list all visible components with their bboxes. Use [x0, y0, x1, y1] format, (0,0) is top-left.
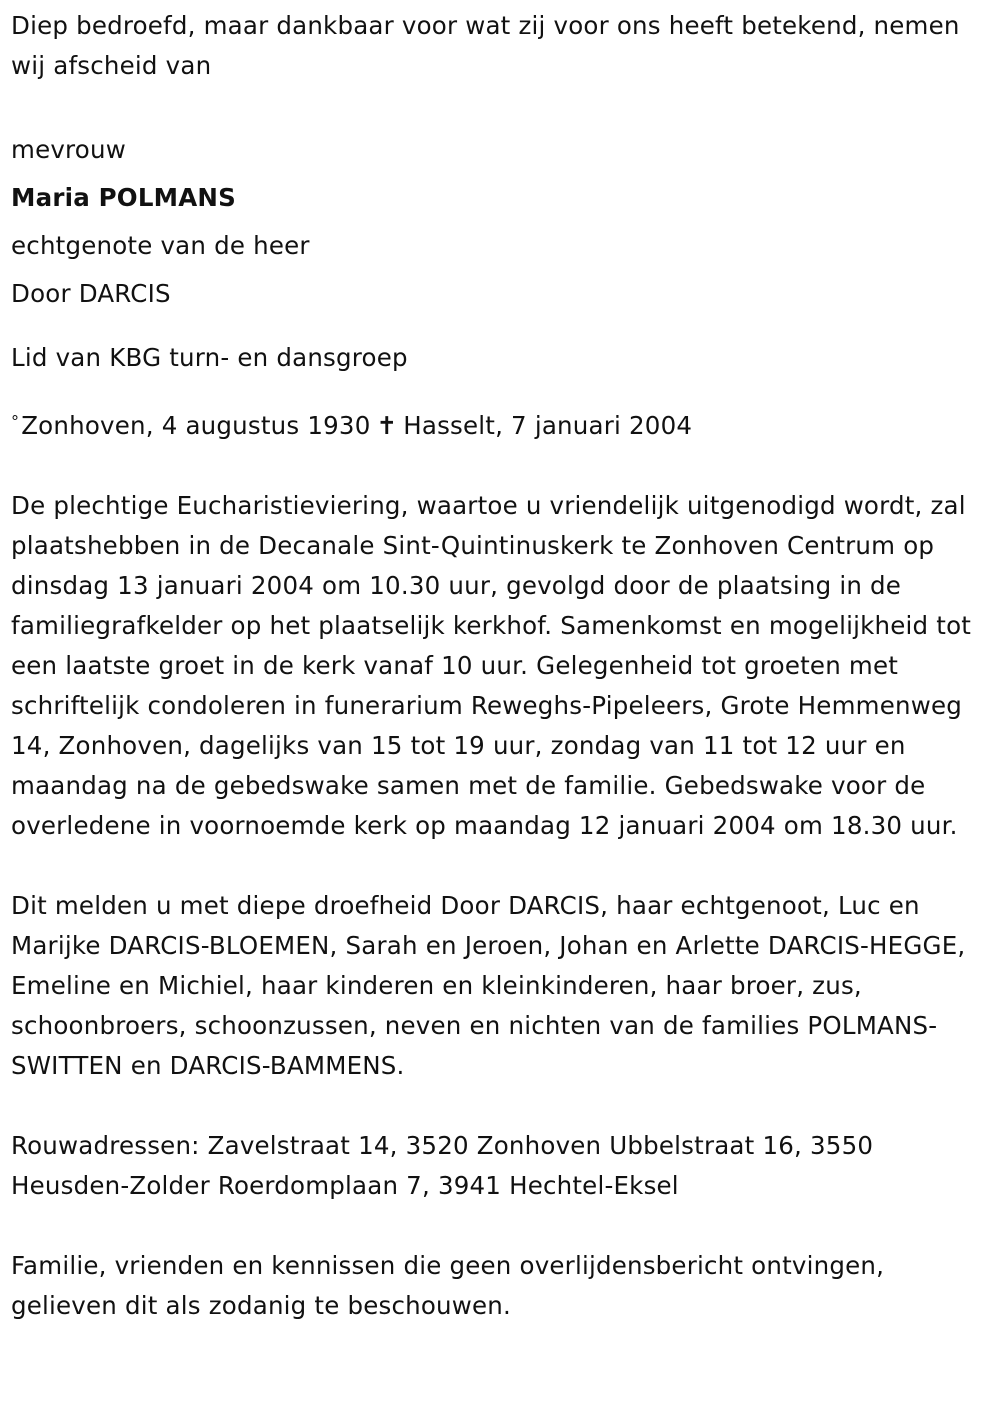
ceremony-text: De plechtige Eucharistieviering, waartoe u vriendelijk uitgenodigd wordt, zal plaatshebben in de Decanale Sint-Quintinuskerk te Zonhoven Centrum op dinsdag 13 januari 2004 om 10.30 uur, gevolgd door de plaatsing in de familiegrafkelder op het plaatselijk kerkhof. Samenkomst en mogelijkheid tot een laatste groet in de kerk vanaf 10 uur. Gelegenheid tot groeten met schriftelijk condoleren in funerarium Reweghs-Pipeleers, Grote Hemmenweg 14, Zonhoven, dagelijks van 15 tot 19 uur, zondag van 11 tot 12 uur en maandag na de gebedswake samen met de familie. Gebedswake voor de overledene in voornoemde kerk op maandag 12 januari 2004 om 18.30 uur.	[11, 491, 972, 840]
birth-date: Zonhoven, 4 augustus 1930	[21, 411, 371, 440]
deceased-name: Maria POLMANS	[11, 183, 236, 212]
life-dates	[11, 402, 990, 446]
spouse-name: Door DARCIS	[11, 279, 171, 308]
addresses-text: Rouwadressen: Zavelstraat 14, 3520 Zonhoven Ubbelstraat 16, 3550 Heusden-Zolder Roerdomplaan 7, 3941 Hechtel-Eksel	[11, 1131, 874, 1200]
family-text: Dit melden u met diepe droefheid Door DARCIS, haar echtgenoot, Luc en Marijke DARCIS-BLOEMEN, Sarah en Jeroen, Johan en Arlette DARCIS-HEGGE, Emeline en Michiel, haar kinderen en kleinkinderen, haar broer, zus, schoonbroers, schoonzussen, neven en nichten van de families POLMANS-SWITTEN en DARCIS-BAMMENS.	[11, 891, 966, 1080]
closing-text: Familie, vrienden en kennissen die geen overlijdensbericht ontvingen, gelieven dit als zodanig te beschouwen.	[11, 1251, 885, 1320]
birth-symbol: °	[11, 412, 20, 431]
cross-icon: ✝	[376, 411, 398, 440]
spouse-relation: echtgenote van de heer	[11, 231, 310, 260]
membership-text: Lid van KBG turn- en dansgroep	[11, 343, 408, 372]
death-date: Hasselt, 7 januari 2004	[403, 411, 693, 440]
intro-text: Diep bedroefd, maar dankbaar voor wat zij voor ons heeft betekend, nemen wij afscheid van	[11, 11, 960, 80]
deceased-title: mevrouw	[11, 135, 126, 164]
